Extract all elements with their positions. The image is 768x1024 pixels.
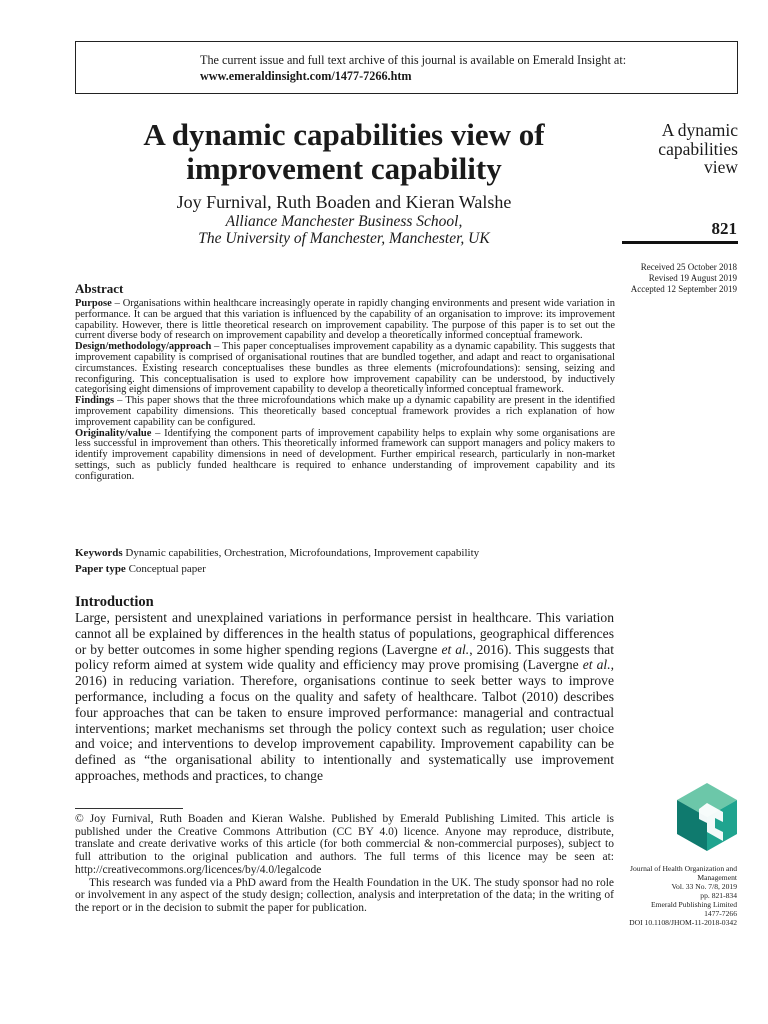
- journal-url-link[interactable]: www.emeraldinsight.com/1477-7266.htm: [200, 69, 412, 83]
- introduction-heading: Introduction: [75, 594, 154, 610]
- page-number: 821: [711, 219, 737, 238]
- author-list: Joy Furnival, Ruth Boaden and Kieran Walshe: [176, 192, 512, 212]
- funding-note: This research was funded via a PhD award from the Health Foundation in the UK. The study sponsor had no role or involvement in any aspect of the study design; collection, analysis and interpretation of the data; in the writing of the report or in the decision to submit the paper for publication.: [75, 876, 614, 914]
- journal-info: Journal of Health Organization and Management Vol. 33 No. 7/8, 2019 pp. 821-834 Emerald Publishing Limited 1477-7266 DOI 10.1108/JHOM-11-2018-0342: [607, 864, 737, 927]
- submission-dates: Received 25 October 2018 Revised 19 August 2019 Accepted 12 September 2019: [630, 262, 737, 294]
- abstract-design: Design/methodology/approach – This paper conceptualises improvement capability as a dynamic capability. This suggests that improvement capability is comprised of organisational routines that are bundled together, and adapt and react to organisational circumstances. Existing research conceptualises these bundles as three elements (microfoundations): sensing, seizing and reconfiguring. This conceptualisation is used to explore how improvement capability can be understood, by inductively categorising eight dimensions of improvement capability to develop a theoretically informed conceptual framework.: [75, 341, 615, 396]
- copyright-note: © Joy Furnival, Ruth Boaden and Kieran Walshe. Published by Emerald Publishing Limited. This article is published under the Creative Commons Attribution (CC BY 4.0) licence. Anyone may reproduce, distribute, translate and create derivative works of this article (for both commercial & non-commercial purposes), subject to full attribution to the original publication and authors. The full terms of this licence may be seen at: http://creativecommons.org/licences/by/4.0/legalcode: [75, 813, 614, 876]
- running-title: A dynamic capabilities view: [658, 120, 738, 177]
- abstract-findings: Findings – This paper shows that the three microfoundations which make up a dynamic capability are present in the identified improvement capability dimensions. This theoretically based conceptual framework provides a rich explanation of how improvement capability can be configured.: [75, 395, 615, 428]
- abstract-section: [75, 282, 615, 483]
- footnote-divider: [75, 808, 183, 809]
- keywords: Keywords Dynamic capabilities, Orchestration, Microfoundations, Improvement capability: [75, 547, 480, 559]
- journal-availability-box: [75, 41, 738, 94]
- abstract-purpose: Purpose – Organisations within healthcare increasingly operate in rapidly changing environments and present wide variation in performance. It can be argued that this variation is influenced by the capability of an organisation to improve: its improvement capability. However, there is little theoretical research on improvement capability. The purpose of this paper is to set out the current diverse body of research on improvement capability and develop a theoretically informed conceptual framework.: [75, 298, 615, 342]
- abstract-heading: Abstract: [75, 281, 124, 296]
- footnote: [75, 813, 614, 915]
- paper-type: Paper type Conceptual paper: [75, 563, 206, 575]
- article-title: A dynamic capabilities view of improvement capability: [143, 117, 545, 186]
- page-number-rule: [622, 241, 738, 244]
- affiliation-line-2: The University of Manchester, Manchester, UK: [198, 230, 490, 247]
- publisher-logo-icon: [677, 783, 737, 851]
- affiliation-line-1: Alliance Manchester Business School,: [225, 213, 463, 230]
- availability-notice: The current issue and full text archive of this journal is available on Emerald Insight at:: [200, 53, 627, 67]
- doi-link[interactable]: DOI 10.1108/JHOM-11-2018-0342: [629, 918, 737, 927]
- abstract-originality: Originality/value – Identifying the component parts of improvement capability helps to explain why some organisations are less successful in improvement than others. This theoretically informed framework can support managers and policy makers to identify improvement capability dimensions in need of development. Further empirical research, particularly in non-market settings, such as publicly funded healthcare is required to enhance understanding of improvement capability and its configuration.: [75, 427, 615, 482]
- introduction-body: Large, persistent and unexplained variations in performance persist in healthcare. This variation cannot all be explained by differences in the health status of populations, geographical differences or by better outcomes in some higher spending regions (Lavergne et al., 2016). This suggests that policy reform aimed at system wide quality and efficiency may prove promising (Lavergne et al., 2016) in reducing variation. Therefore, organisations continue to seek better ways to improve performance, including a focus on the quality and safety of healthcare. Talbot (2010) describes four approaches that can be taken to ensure improved performance: managerial and contractual interventions; market mechanisms set through the policy context such as regulation; user choice and voice; and interventions to develop improvement capability. Improvement capability can be defined as “the organisational ability to intentionally and systematically use improvement approaches, methods and practices, to change: [75, 610, 614, 783]
